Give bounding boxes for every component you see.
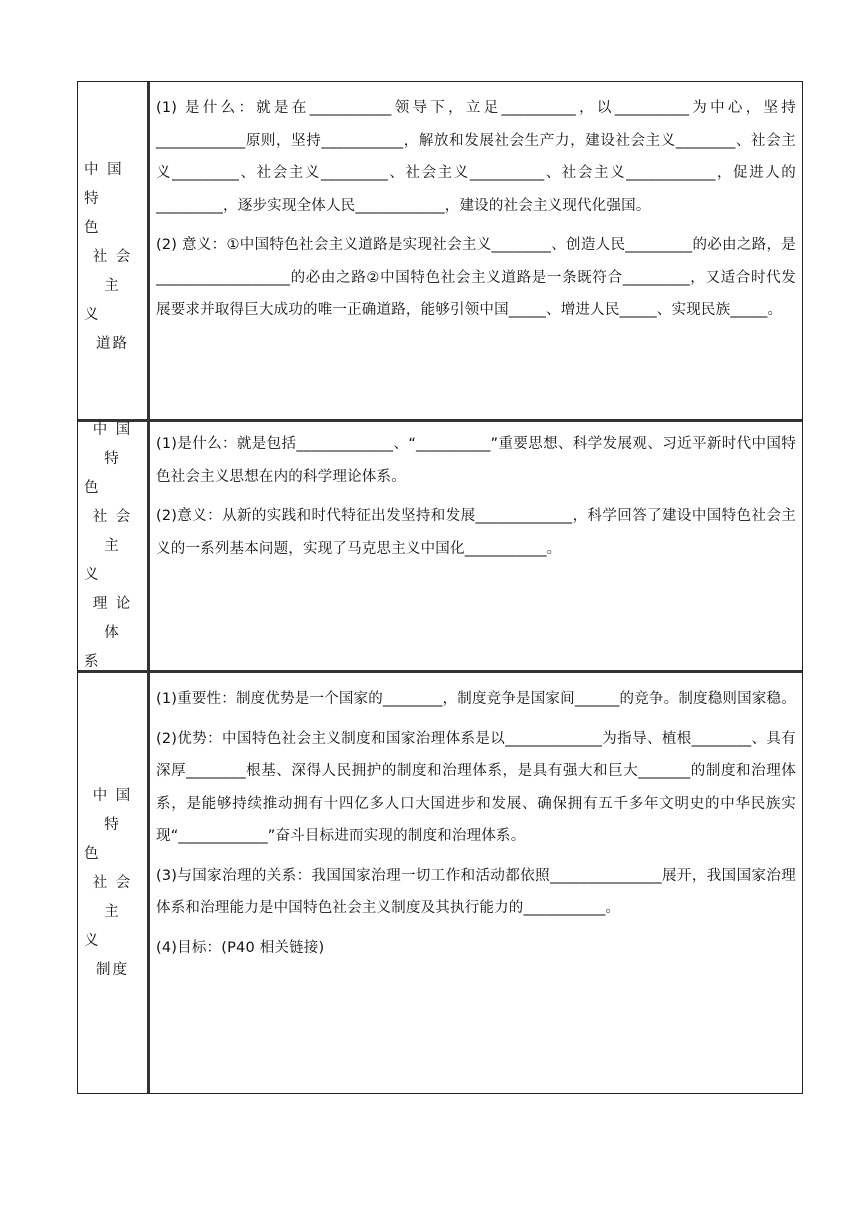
label-line: 道路 (96, 336, 129, 352)
paragraph: (4)目标：(P40 相关链接) (156, 939, 325, 956)
label-line: 义 (84, 307, 101, 323)
label-line: 中 国 特 (84, 162, 124, 207)
label-line: 系 (84, 653, 101, 670)
label-line: 中 国 特 (92, 421, 133, 467)
table-row-road (78, 82, 802, 422)
label-line: 理 论 体 (92, 595, 133, 641)
table-row-theory (78, 422, 802, 673)
row-label-road (78, 82, 150, 419)
table-row-system (78, 673, 802, 1093)
row-content-road (150, 82, 802, 419)
paragraph: (2) 意义：①中国特色社会主义道路是实现社会主义________、创造人民_________的必由之路，是__________________的必由之路②中国特色社会主义道路是一条既符合_________，又适合时代发展要求并取得巨大成功的唯一正确道路，能够引领中国_____、增进人民_____、实现民族_____。 (156, 237, 796, 318)
label-line: 社 会 主 (92, 874, 133, 920)
label-line: 社 会 主 (92, 249, 133, 294)
row-label-system (78, 673, 150, 1093)
row-content-system (150, 673, 802, 1093)
paragraph: (1)是什么：就是包括_____________、“__________”重要思想、科学发展观、习近平新时代中国特色社会主义思想在内的科学理论体系。 (156, 436, 796, 485)
row-label-theory (78, 422, 150, 670)
paragraph: (1)重要性：制度优势是一个国家的________，制度竞争是国家间______的竞争。制度稳则国家稳。 (156, 691, 796, 707)
notes-table (77, 81, 803, 1094)
label-line: 中 国 特 (92, 787, 133, 833)
paragraph: (2)优势：中国特色社会主义制度和国家治理体系是以_____________为指导、植根________、具有深厚________根基、深得人民拥护的制度和治理体系，是具有强大和巨大_______的制度和治理体系，是能够持续推动拥有十四亿多人口大国进步和发展、确保拥有五千多年文明史的中华民族实现“____________”奋斗目标进而实现的制度和治理体系。 (156, 730, 796, 844)
label-line: 色 (84, 845, 101, 862)
label-line: 义 (84, 566, 101, 583)
row-content-theory (150, 422, 802, 670)
paragraph: (2)意义：从新的实践和时代特征出发坚持和发展_____________，科学回答了建设中国特色社会主义的一系列基本问题，实现了马克思主义中国化___________。 (156, 508, 796, 557)
label-line: 义 (84, 932, 101, 949)
label-line: 色 (84, 479, 101, 496)
label-line: 色 (84, 220, 101, 236)
paragraph: (3)与国家治理的关系：我国国家治理一切工作和活动都依照_______________展开，我国国家治理体系和治理能力是中国特色社会主义制度及其执行能力的___________。 (156, 867, 796, 916)
paragraph: (1) 是什么：就是在___________领导下，立足__________，以__________为中心，坚持____________原则，坚持___________，解放和发展社会生产力，建设社会主义________、社会主义_________、社会主义_________、社会主义__________、社会主义____________，促进人的_________，逐步实现全体人民____________，建设的社会主义现代化强国。 (156, 100, 796, 214)
label-line: 社 会 主 (92, 508, 133, 554)
label-line: 制度 (96, 961, 129, 978)
